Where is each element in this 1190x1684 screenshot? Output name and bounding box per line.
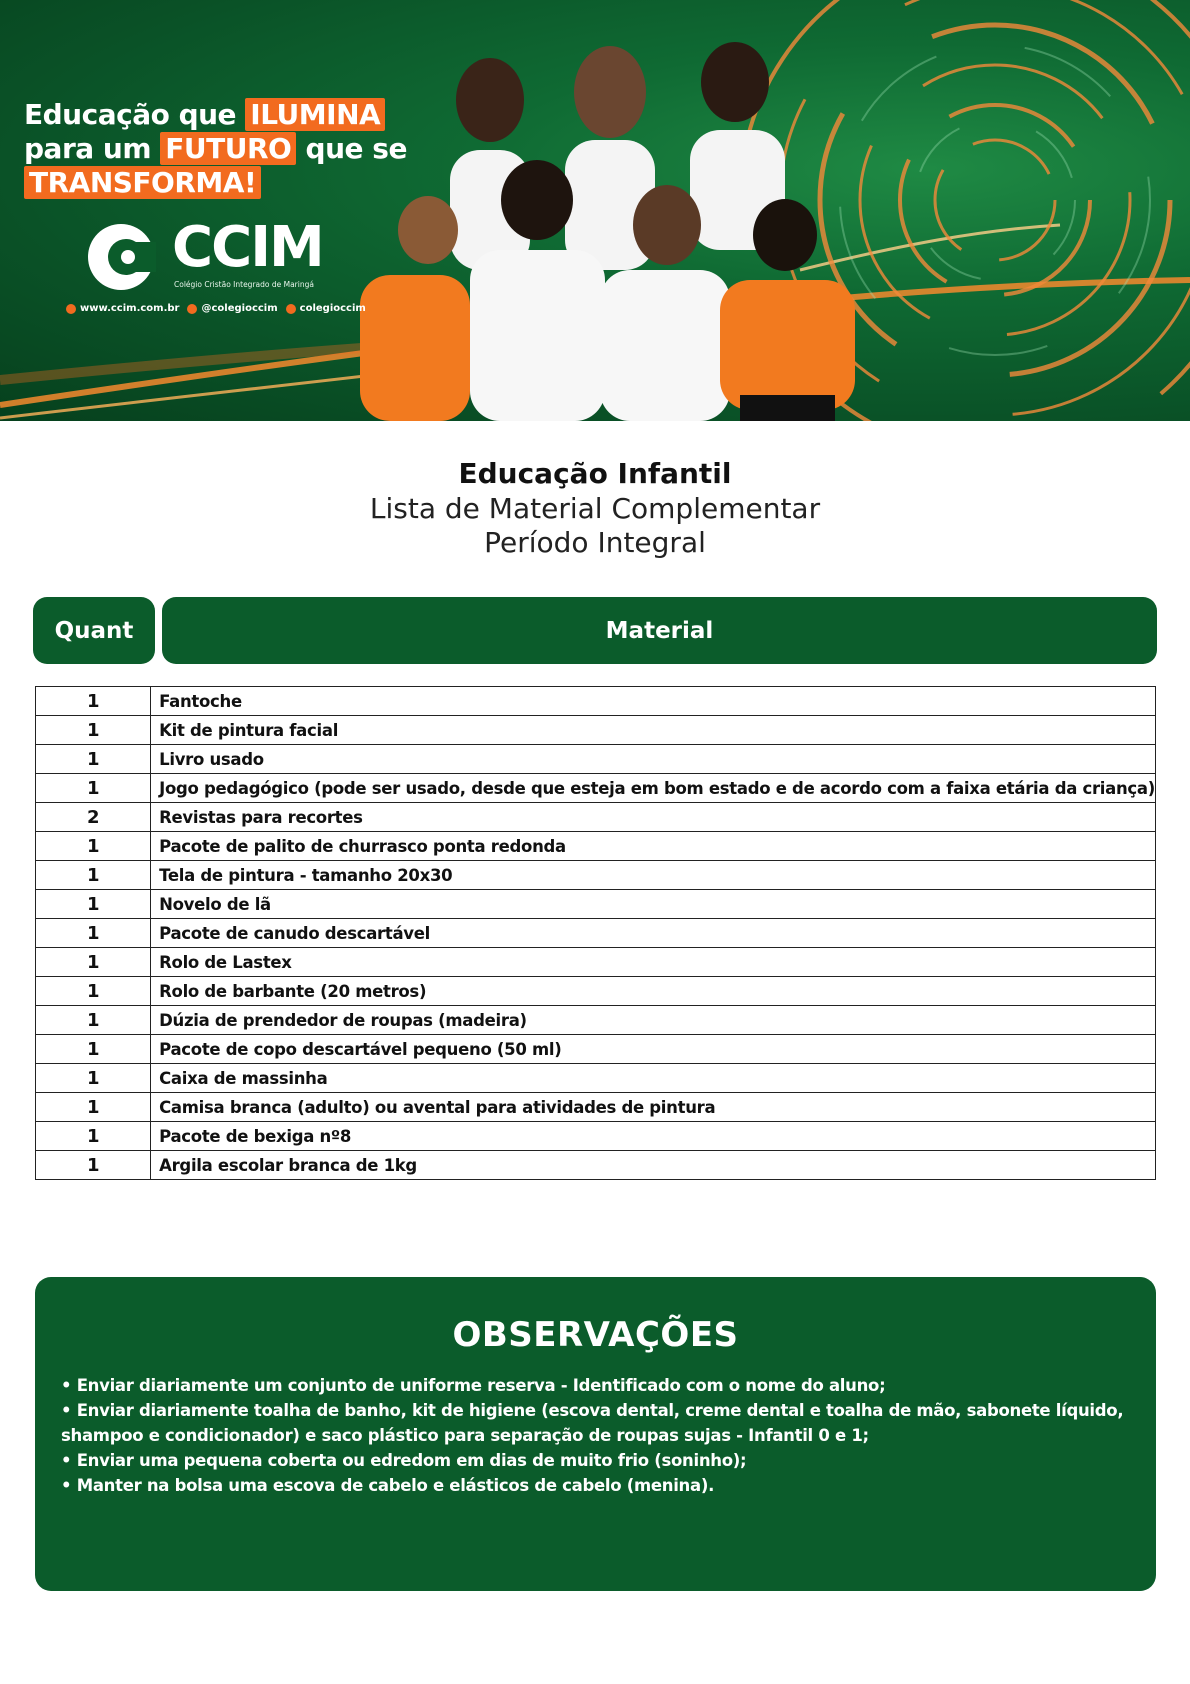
quantity-cell: 1 — [36, 774, 151, 803]
page-title: Educação Infantil — [458, 457, 732, 490]
quantity-cell: 1 — [36, 745, 151, 774]
table-row — [36, 977, 1156, 1006]
materials-table — [35, 686, 1156, 1180]
material-cell: Fantoche — [151, 687, 1156, 716]
banner-decoration — [0, 0, 1190, 421]
quantity-cell: 1 — [36, 687, 151, 716]
page-subtitle: Lista de Material Complementar — [369, 492, 821, 525]
material-cell: Revistas para recortes — [151, 803, 1156, 832]
material-cell: Pacote de canudo descartável — [151, 919, 1156, 948]
table-row — [36, 1064, 1156, 1093]
instagram-icon — [187, 304, 197, 314]
observations-title: OBSERVAÇÕES — [452, 1315, 739, 1355]
table-row — [36, 1151, 1156, 1180]
quantity-cell: 1 — [36, 1093, 151, 1122]
facebook-icon — [286, 304, 296, 314]
table-row — [36, 890, 1156, 919]
quantity-cell: 1 — [36, 832, 151, 861]
quantity-cell: 1 — [36, 977, 151, 1006]
material-cell: Novelo de lã — [151, 890, 1156, 919]
slogan-text: que se — [296, 132, 407, 165]
quantity-cell: 1 — [36, 1151, 151, 1180]
table-row — [36, 687, 1156, 716]
slogan-text: Educação que — [24, 98, 246, 131]
logo-wordmark: CCIM — [172, 215, 323, 280]
column-header-material: Material — [162, 597, 1157, 664]
material-cell: Argila escolar branca de 1kg — [151, 1151, 1156, 1180]
social-links — [66, 303, 366, 314]
quantity-cell: 1 — [36, 948, 151, 977]
quantity-cell: 1 — [36, 919, 151, 948]
material-cell: Kit de pintura facial — [151, 716, 1156, 745]
quantity-cell: 2 — [36, 803, 151, 832]
logo-subtitle: Colégio Cristão Integrado de Maringá — [174, 280, 314, 289]
ccim-logo-icon — [86, 222, 156, 292]
material-cell: Dúzia de prendedor de roupas (madeira) — [151, 1006, 1156, 1035]
banner — [0, 0, 1190, 421]
slogan-text: para um — [24, 132, 161, 165]
material-cell: Pacote de palito de churrasco ponta redonda — [151, 832, 1156, 861]
social-text: www.ccim.com.br — [80, 303, 180, 314]
table-row — [36, 745, 1156, 774]
slogan-highlight: ILUMINA — [245, 98, 385, 131]
social-website — [66, 303, 179, 314]
quantity-cell: 1 — [36, 861, 151, 890]
column-header-quant: Quant — [33, 597, 155, 664]
observation-item: • Enviar uma pequena coberta ou edredom em dias de muito frio (soninho); — [61, 1448, 1136, 1473]
material-cell: Tela de pintura - tamanho 20x30 — [151, 861, 1156, 890]
material-cell: Camisa branca (adulto) ou avental para atividades de pintura — [151, 1093, 1156, 1122]
slogan — [24, 98, 407, 200]
ccim-logo — [86, 215, 326, 292]
quantity-cell: 1 — [36, 1006, 151, 1035]
quantity-cell: 1 — [36, 1122, 151, 1151]
students-illustration — [360, 42, 855, 421]
table-row — [36, 1122, 1156, 1151]
table-row — [36, 861, 1156, 890]
slogan-highlight: TRANSFORMA! — [24, 166, 261, 199]
social-text: colegioccim — [299, 303, 366, 314]
table-row — [36, 1006, 1156, 1035]
table-row — [36, 919, 1156, 948]
material-cell: Rolo de barbante (20 metros) — [151, 977, 1156, 1006]
quantity-cell: 1 — [36, 716, 151, 745]
observation-item: • Manter na bolsa uma escova de cabelo e elásticos de cabelo (menina). — [61, 1473, 1136, 1498]
social-text: @colegioccim — [201, 303, 278, 314]
table-row — [36, 803, 1156, 832]
material-cell: Livro usado — [151, 745, 1156, 774]
quantity-cell: 1 — [36, 890, 151, 919]
material-cell: Pacote de copo descartável pequeno (50 ml) — [151, 1035, 1156, 1064]
social-facebook — [286, 303, 366, 314]
quantity-cell: 1 — [36, 1035, 151, 1064]
table-row — [36, 1093, 1156, 1122]
observation-item: • Enviar diariamente toalha de banho, kit de higiene (escova dental, creme dental e toalha de mão, sabonete líquido, shampoo e condicionador) e saco plástico para separação de roupas sujas - Infantil 0 e 1; — [61, 1398, 1136, 1448]
quantity-cell: 1 — [36, 1064, 151, 1093]
table-row — [36, 948, 1156, 977]
table-row — [36, 1035, 1156, 1064]
material-cell: Jogo pedagógico (pode ser usado, desde que esteja em bom estado e de acordo com a faixa etária da criança) — [151, 774, 1156, 803]
table-row — [36, 774, 1156, 803]
social-instagram — [187, 303, 277, 314]
table-row — [36, 716, 1156, 745]
page-heading — [0, 456, 1190, 560]
material-cell: Rolo de Lastex — [151, 948, 1156, 977]
observation-item: • Enviar diariamente um conjunto de uniforme reserva - Identificado com o nome do aluno; — [61, 1373, 1136, 1398]
material-cell: Caixa de massinha — [151, 1064, 1156, 1093]
slogan-highlight: FUTURO — [160, 132, 296, 165]
globe-icon — [66, 304, 76, 314]
page-subtitle-period: Período Integral — [484, 526, 706, 559]
table-row — [36, 832, 1156, 861]
observations-box — [35, 1277, 1156, 1591]
material-cell: Pacote de bexiga nº8 — [151, 1122, 1156, 1151]
observations-list — [61, 1373, 1136, 1498]
